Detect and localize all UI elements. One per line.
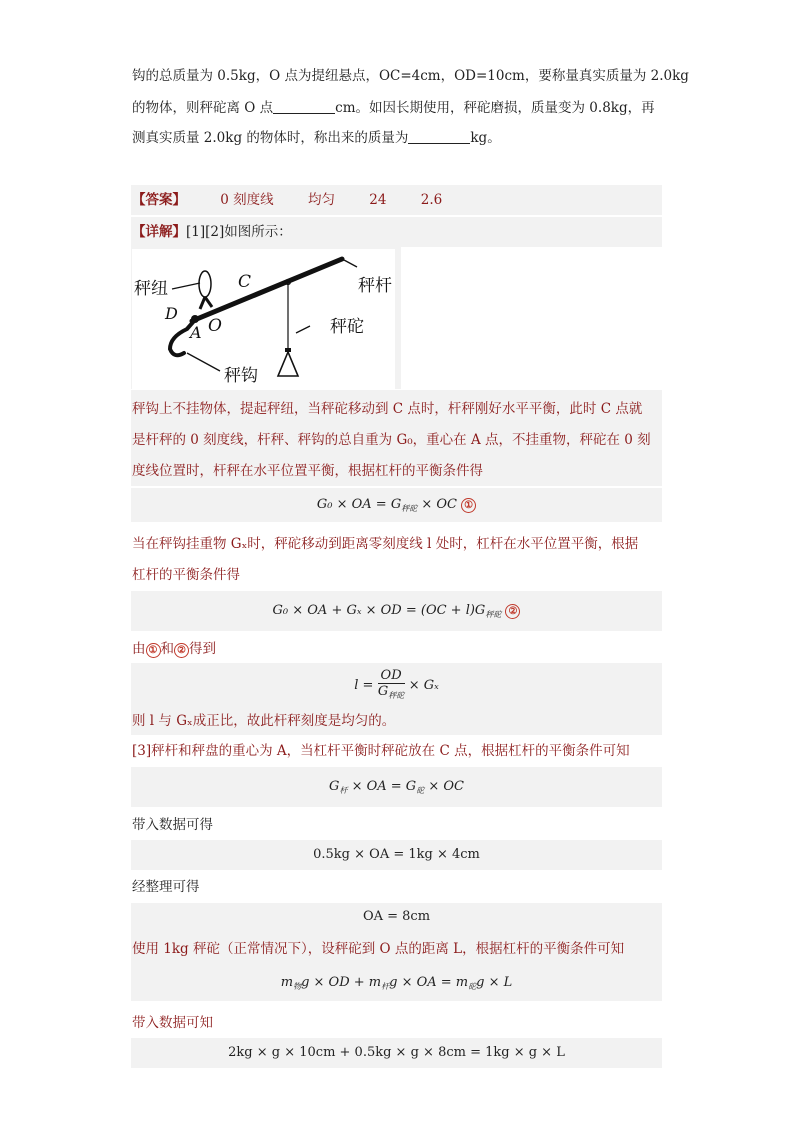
equation-4 bbox=[131, 777, 662, 801]
answer-item-1: 0 刻度线 bbox=[220, 192, 274, 208]
equation-7 bbox=[131, 973, 662, 997]
label-cheng-gou: 秤钩 bbox=[224, 366, 258, 386]
para2-line-1: 当在秤钩挂重物 Gₓ时，秤砣移动到距离零刻度线 l 处时，杠杆在水平位置平衡，根据 bbox=[132, 536, 639, 552]
equation-3 bbox=[131, 668, 662, 703]
eq2-sub: 秤砣 bbox=[485, 610, 502, 619]
answer-item-4: 2.6 bbox=[420, 192, 443, 208]
eq7-m1: m bbox=[280, 975, 294, 990]
eq3-fraction bbox=[378, 668, 405, 703]
question-line-2-a: 的物体，则秤砣离 O 点 bbox=[132, 100, 274, 116]
eq3-denominator bbox=[378, 684, 405, 703]
eq3-numerator: OD bbox=[378, 668, 405, 684]
eq1-right: × OC bbox=[417, 497, 457, 512]
eq4-g1-sub: 杆 bbox=[339, 786, 348, 795]
para3-mark-2: ② bbox=[174, 643, 189, 658]
label-cheng-gan: 秤杆 bbox=[358, 276, 392, 296]
answer-blank-2 bbox=[408, 129, 470, 144]
detail-label: 【详解】 bbox=[132, 224, 186, 240]
answer-item-3: 24 bbox=[369, 192, 387, 208]
label-point-o: O bbox=[208, 316, 222, 336]
label-point-c: C bbox=[238, 272, 252, 292]
para1-line-1: 秤钩上不挂物体，提起秤纽，当秤砣移动到 C 点时，杆秤刚好水平平衡，此时 C 点就 bbox=[132, 401, 643, 417]
para3-line bbox=[132, 639, 216, 659]
answer-line bbox=[132, 190, 442, 210]
para3-suffix: 得到 bbox=[189, 641, 216, 657]
eq3-den-sub: 秤砣 bbox=[388, 691, 405, 700]
eq1-mark: ① bbox=[461, 498, 476, 513]
eq4-g2-sub: 砣 bbox=[416, 786, 425, 795]
para5-line: [3]秤杆和秤盘的重心为 A，当杠杆平衡时秤砣放在 C 点，根据杠杆的平衡条件可知 bbox=[132, 743, 630, 759]
eq4-mid: × OA = G bbox=[347, 779, 417, 794]
eq7-m3-sub: 砣 bbox=[468, 982, 477, 991]
eq3-l: l = bbox=[354, 678, 378, 693]
question-line-2-b: cm。如因长期使用，秤砣磨损，质量变为 0.8kg，再 bbox=[335, 100, 655, 116]
label-point-d: D bbox=[165, 304, 178, 323]
para6-line: 带入数据可得 bbox=[132, 817, 213, 833]
eq7-m1-sub: 物 bbox=[293, 982, 302, 991]
para4-line: 则 l 与 Gₓ成正比，故此杆秤刻度是均匀的。 bbox=[132, 713, 396, 729]
para3-mark-1: ① bbox=[146, 643, 161, 658]
para1-line-2: 是杆秤的 0 刻度线，杆秤、秤钩的总自重为 G₀，重心在 A 点，不挂重物，秤砣在 0 刻 bbox=[132, 432, 651, 448]
label-cheng-niu: 秤纽 bbox=[134, 279, 168, 299]
eq3-right: × Gₓ bbox=[408, 678, 439, 693]
question-line-3-a: 测真实质量 2.0kg 的物体时，称出来的质量为 bbox=[132, 130, 409, 146]
answer-label: 【答案】 bbox=[132, 192, 186, 208]
para7-line: 经整理可得 bbox=[132, 879, 200, 895]
question-line-3-b: kg。 bbox=[470, 130, 501, 146]
equation-6: OA = 8cm bbox=[362, 909, 431, 924]
steelyard-figure bbox=[132, 249, 395, 389]
label-point-a: A bbox=[190, 323, 202, 342]
question-line-1: 钩的总质量为 0.5kg，O 点为提纽悬点，OC=4cm，OD=10cm，要称量真实质量为 2.0kg bbox=[132, 68, 689, 84]
para2-line-2: 杠杆的平衡条件得 bbox=[132, 567, 240, 583]
eq1-sub: 秤砣 bbox=[401, 504, 418, 513]
question-line-3 bbox=[132, 128, 501, 148]
para3-mid: 和 bbox=[160, 641, 174, 657]
question-line-2 bbox=[132, 98, 655, 118]
eq7-p1: g × OD + m bbox=[301, 975, 382, 990]
eq2-mark: ② bbox=[505, 604, 520, 619]
answer-item-2: 均匀 bbox=[307, 192, 335, 208]
eq7-m2-sub: 杆 bbox=[381, 982, 390, 991]
eq2-left: G₀ × OA + Gₓ × OD = (OC + l)G bbox=[272, 603, 486, 618]
detail-intro: [1][2]如图所示： bbox=[186, 224, 292, 240]
equation-8: 2kg × g × 10cm + 0.5kg × g × 8cm = 1kg × g × L bbox=[228, 1045, 565, 1060]
eq7-p3: g × L bbox=[476, 975, 513, 990]
equation-2 bbox=[131, 601, 662, 625]
eq3-den-g: G bbox=[377, 684, 389, 699]
steelyard-diagram bbox=[132, 249, 395, 389]
eq1-left: G₀ × OA = G bbox=[316, 497, 402, 512]
para8-line: 使用 1kg 秤砣（正常情况下），设秤砣到 O 点的距离 L，根据杠杆的平衡条件可知 bbox=[132, 941, 625, 957]
para9-line: 带入数据可知 bbox=[132, 1015, 213, 1031]
equation-1 bbox=[131, 495, 662, 519]
para1-line-3: 度线位置时，杆秤在水平位置平衡，根据杠杆的平衡条件得 bbox=[132, 463, 483, 479]
eq7-p2: g × OA = m bbox=[389, 975, 469, 990]
detail-line bbox=[132, 222, 292, 242]
eq4-g1: G bbox=[329, 779, 340, 794]
eq4-right: × OC bbox=[424, 779, 464, 794]
label-cheng-tuo: 秤砣 bbox=[330, 317, 364, 337]
equation-5: 0.5kg × OA = 1kg × 4cm bbox=[313, 847, 480, 862]
answer-blank-1 bbox=[273, 99, 335, 114]
para3-prefix: 由 bbox=[132, 641, 146, 657]
